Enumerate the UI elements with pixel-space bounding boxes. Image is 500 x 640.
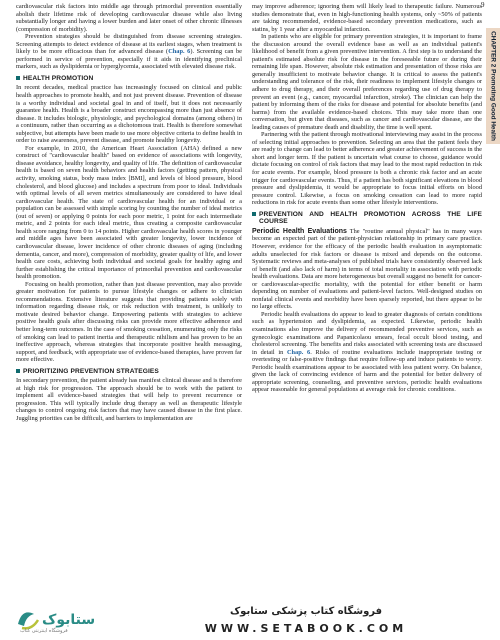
heading-square-icon <box>16 76 20 80</box>
paragraph: Periodic health evaluations do appear to lead to greater diagnosis of certain conditions such as hypertension and dyslipidemia, as expected. Likewise, periodic health examinations also improve the delivery of recommended preventive services, such as gynecologic examinations and Papanicolaou smears, fecal occult blood testing, and cholesterol screening. The benefits and risks associated with screening tests are discussed in detail in Chap. 6. Risks of routine evaluations include inappropriate testing or overtesting or false-positive findings that require follow-up and induce patients to worry. Periodic health examinations appear to be associated with less patient worry. On balance, given the lack of convincing evidence of harm and the potential for better delivery of appropriate screening, counseling, and preventive services, periodic health evaluations appear reasonable for general populations at average risk for chronic conditions. <box>252 310 483 394</box>
paragraph: Prevention strategies should be distinguished from disease screening strategies. Screening attempts to detect evidence of disease at its earliest stages, when treatment is likely to be more efficacious than for advanced disease (Chap. 6). Screening can be performed in service of prevention, especially if it aids in identifying preclinical markers, such as dyslipidemia or hyperglycemia, associated with elevated disease risk. <box>16 33 243 71</box>
store-url-link[interactable]: WWW.SETABOOK.COM <box>204 622 408 635</box>
section-heading-health-promotion: HEALTH PROMOTION <box>16 75 242 83</box>
paragraph: Partnering with the patient through motivational interviewing may assist in the process of selecting initial approaches to prevention. Selecting an area that the patient feels they are ready to change can lead to better adherence and greater achievement of success in the short and longer term. If the patient is uncertain what course to choose, guidance would dictate focusing on control of risk factors that may lead to the most rapid reduction in risk for acute events. For example, blood pressure is both a chronic risk factor and an acute trigger for cardiovascular events. Thus, if a patient has both significant elevations in blood pressure and dyslipidemia, it would be appropriate to focus initial efforts on blood pressure control. Likewise, a focus on smoking cessation can lead to more rapid reductions in risk for acute events than some other lifestyle interventions. <box>252 131 482 207</box>
paragraph: In patients who are eligible for primary prevention strategies, it is important to frame the discussion around the overall evidence base as well as an individual patient's likelihood of benefit from a given preventive intervention. A first step is to understand the patient's estimated absolute risk for disease in the foreseeable future or during their remaining life span. However, absolute risk estimation and presentation of those risks are generally insufficient to motivate behavior change. It is critical to assess the patient's understanding and tolerance of the risk, their readiness to implement lifestyle changes or adhere to drug therapy, and their overall preferences regarding use of drug therapy to prevent an event (e.g., cancer, myocardial infarction, stroke). The clinician can help the patient by informing them of the risks for disease and potential for absolute benefits (and harms) from the available evidence-based choices. This may take more than one conversation, but given that diseases, such as cancer and cardiovascular disease, are the leading causes of premature death and disability, the time is well spent. <box>252 33 482 131</box>
left-column <box>16 3 242 423</box>
store-name: فروشگاه کتاب پزشکی ستابوک <box>229 606 383 617</box>
run-in-heading: Periodic Health Evaluations <box>252 227 347 235</box>
paragraph: For example, in 2010, the American Heart Association (AHA) defined a new construct of "cardiovascular health" based on evidence of associations with longevity, disease avoidance, healthy longevity, and quality of life. The definition of cardiovascular health is based on seven health behaviors and health factors (getting pattern, physical activity, smoking status, body mass index [BMI], and levels of blood pressure, blood cholesterol, and blood glucose) and includes a spectrum from poor to ideal. Individuals with optimal levels of all seven metrics simultaneously are considered to have ideal cardiovascular health. The state of cardiovascular health for an individual or a population can be assessed with simple scoring by counting the number of ideal metrics (out of seven) or applying 0 points for each poor metric, 1 point for each intermediate metric, and 2 points for each ideal metric, thus creating a composite cardiovascular health score ranging from 0 to 14 points. Higher cardiovascular health scores in younger and middle ages have been associated with greater longevity, lower incidence of cardiovascular disease, lower incidence of other chronic diseases of aging (including dementia, cancer, and more), compression of morbidity, greater quality of life, and lower health care costs, achieving both individual and societal goals for healthy aging and further establishing the critical importance of primordial prevention and cardiovascular health promotion. <box>16 144 242 281</box>
paragraph: In secondary prevention, the patient already has manifest clinical disease and is therefore at high risk for progression. The approach should be to work with the patient to implement all evidence-based strategies that will help to prevent recurrence or progression. This will typically include drug therapy as well as therapeutic lifestyle changes to control ongoing risk factors that may have caused disease in the first place. Juggling priorities can be difficult, and barriers to implementation are <box>16 377 242 422</box>
page-number: 9 <box>481 1 485 9</box>
section-heading-prioritizing: PRIORITIZING PREVENTION STRATEGIES <box>16 368 242 376</box>
chapter-tab-label: CHAPTER 2 Promoting Good Health <box>489 31 497 141</box>
chapter-crossref-link[interactable]: Chap. 6 <box>168 48 191 56</box>
paragraph: Focusing on health promotion, rather than just disease prevention, may also provide greater motivation for patients to pursue lifestyle changes or adhere to clinician recommendations. Extensive literature suggests that providing patients solely with information regarding disease risk, or risk reduction with treatment, is unlikely to motivate desired behavior change. Empowering patients with strategies to achieve positive health goals after discussing risks can provide more effective adherence and better long-term outcomes. In the case of smoking cessation, enumerating only the risks of smoking can lead to patient inertia and therapeutic nihilism and has proven to be an ineffective approach, whereas strategies that incorporate positive health messaging, support, and feedback, with appropriate use of evidence-based therapies, have proven far more effective. <box>16 280 242 364</box>
right-column <box>252 3 482 394</box>
paragraph: Periodic Health Evaluations The "routine annual physical" has in many ways become an expected part of the patient-physician relationship in primary care practice. However, evidence for the efficacy of the periodic health evaluation in asymptomatic adults unselected for risk factors or disease is mixed and depends on the outcome. Systematic reviews and meta-analyses of published trials have consistently observed lack of benefit (and also lack of harm) in terms of total mortality in association with periodic health evaluations. Data are more heterogeneous but overall suggest no benefit for cancer- or cardiovascular-specific mortality, with the potential for either benefit or harm depending on number of evaluations and patient-level factors. Well-designed studies on nonfatal clinical events and morbidity have been sparsely reported, but there appear to be no large effects. <box>252 227 482 311</box>
logo-caption: فروشگاه اینترنتی کتاب <box>20 628 68 634</box>
section-heading-life-course: PREVENTION AND HEALTH PROMOTION ACROSS THE LIFE COURSE <box>252 211 482 226</box>
paragraph: may improve adherence; ignoring them will likely lead to therapeutic failure. Numerous studies demonstrate that, even in high-functioning health systems, only ~50% of patients are taking recommended, evidence-based secondary prevention medications, such as statins, by 1 year after a myocardial infarction. <box>252 3 482 33</box>
paragraph: In recent decades, medical practice has increasingly focused on clinical and public health approaches to promote health, and not just prevent disease. Prevention of disease is a worthy individual and societal goal in and of itself, but it does not necessarily guarantee health. Health is a broader construct encompassing more than just absence of disease. It includes biologic, physiologic, and psychological domains (among others) in a continuum, rather than occurring as a dichotomous trait. Health is therefore somewhat subjective, but attempts have been made to use more objective criteria to define health in order to raise awareness, prevent disease, and promote healthy longevity. <box>16 84 242 145</box>
chapter-crossref-link[interactable]: Chap. 6 <box>286 348 311 356</box>
logo-mark-text: ستابوک <box>42 612 96 628</box>
chapter-side-tab <box>486 28 500 144</box>
heading-square-icon <box>252 212 256 216</box>
heading-square-icon <box>16 369 20 373</box>
paragraph: cardiovascular risk factors into middle age through primordial prevention essentially abolish their lifetime risk of developing cardiovascular disease while also living substantially longer and having a lower burden and later onset of other chronic illnesses (compression of morbidity). <box>16 3 242 33</box>
